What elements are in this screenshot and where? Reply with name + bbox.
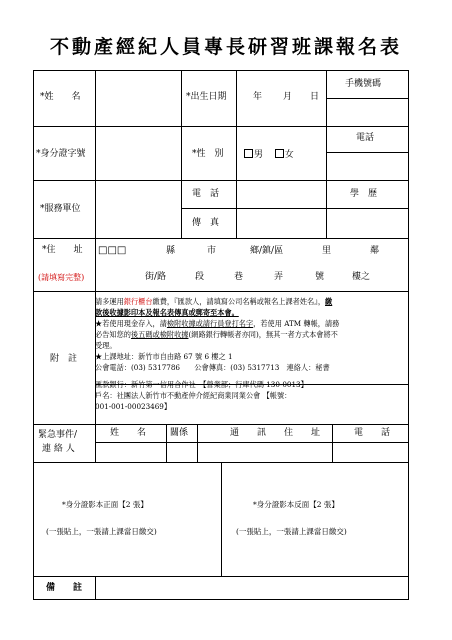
male-label: 男 (254, 150, 264, 160)
name-label: *姓 名 (40, 92, 81, 102)
employer-field[interactable] (97, 182, 179, 236)
fax-label: 傳 真 (192, 218, 220, 228)
note-line-10: 001-001-00023469】 (95, 402, 172, 411)
em-name-header: 姓 名 (110, 428, 147, 438)
note-line-2: 款後收據影印本及報名表傳真或郵寄至本會。 (95, 308, 239, 317)
remarks-label: 備 註 (46, 583, 83, 593)
female-checkbox[interactable] (275, 149, 284, 158)
birth-label: *出生日期 (186, 92, 227, 102)
id-back-label: *身分證影本反面【2 張】 (253, 500, 339, 509)
addr-lane: 巷 (234, 272, 244, 282)
addr-street: 街/路 (145, 272, 167, 282)
addr-township: 鄉/鎮/區 (250, 246, 284, 256)
female-label: 女 (284, 150, 294, 160)
mobile-field[interactable] (328, 100, 406, 124)
note-line-6: ★上課地址：新竹市自由路 67 號 6 樓之 1 (95, 352, 233, 361)
male-checkbox[interactable] (244, 149, 253, 158)
em-relation-header: 關係 (170, 428, 189, 438)
birth-month: 月 (283, 92, 293, 102)
id-back-note: (一張貼上，一張請上課當日繳交) (236, 527, 347, 536)
birth-day: 日 (310, 92, 320, 102)
notes-body (95, 296, 413, 412)
id-front-label: *身分證影本正面【2 張】 (62, 500, 148, 509)
note-line-3: ★若使用現金存入，請檢附收據或請行員登打名字，若使用 ATM 轉帳，請務 (95, 319, 340, 328)
em-address-header: 通 訊 住 址 (230, 428, 321, 438)
phone-label: 電話 (356, 133, 375, 143)
education-label: 學 歷 (350, 189, 378, 199)
id-label: *身分證字號 (36, 149, 86, 159)
emergency-label-line2: 連 絡 人 (42, 444, 75, 454)
addr-section: 段 (195, 272, 205, 282)
addr-number: 號 (315, 272, 325, 282)
note-line-5: 受理。 (95, 341, 117, 350)
phone-field[interactable] (328, 154, 406, 178)
em-phone-header: 電 話 (354, 428, 391, 438)
id-field[interactable] (97, 128, 179, 178)
zip-boxes[interactable]: □□□ (98, 245, 127, 256)
birth-year: 年 (253, 92, 263, 102)
office-phone-label: 電 話 (192, 189, 220, 199)
notes-label: 附 註 (50, 354, 78, 364)
emergency-label-line1: 緊急事件/ (38, 430, 78, 440)
note-line-1: 請多運用銀行櫃台繳費，『匯款人，請填寫公司名稱或報名上課者姓名』，繳 (95, 297, 333, 306)
address-label: *住 址 (42, 245, 83, 255)
addr-neighborhood: 鄰 (370, 246, 380, 256)
addr-village: 里 (322, 246, 332, 256)
note-line-9: 戶名：社團法人新竹市不動產仲介經紀商業同業公會 【帳號： (95, 391, 292, 400)
id-front-note: (一張貼上，一張請上課當日繳交) (46, 527, 157, 536)
employer-label: *服務單位 (40, 204, 81, 214)
addr-city: 市 (207, 246, 217, 256)
addr-county: 縣 (166, 246, 176, 256)
note-line-8: 匯款銀行：新竹第一信用合作社 【營業部；行庫代碼 130-0013】 (95, 380, 308, 389)
address-note: (請填寫完整) (38, 273, 85, 282)
mobile-label: 手機號碼 (345, 79, 382, 89)
addr-alley: 弄 (274, 272, 284, 282)
addr-floor: 樓之 (352, 272, 371, 282)
note-line-4: 必告知您的後五碼或檢附收據(網路銀行轉帳者亦同)，無其一者方式本會將不 (95, 330, 338, 339)
name-field[interactable] (97, 72, 179, 124)
sex-label: *性 別 (192, 149, 224, 159)
note-line-7: 公會電話：(03) 5317786 公會傳真：(03) 5317713 連絡人：秘書 (95, 363, 330, 372)
form-title: 不動產經紀人員專長研習班課報名表 (49, 36, 402, 58)
sex-options (244, 149, 294, 161)
